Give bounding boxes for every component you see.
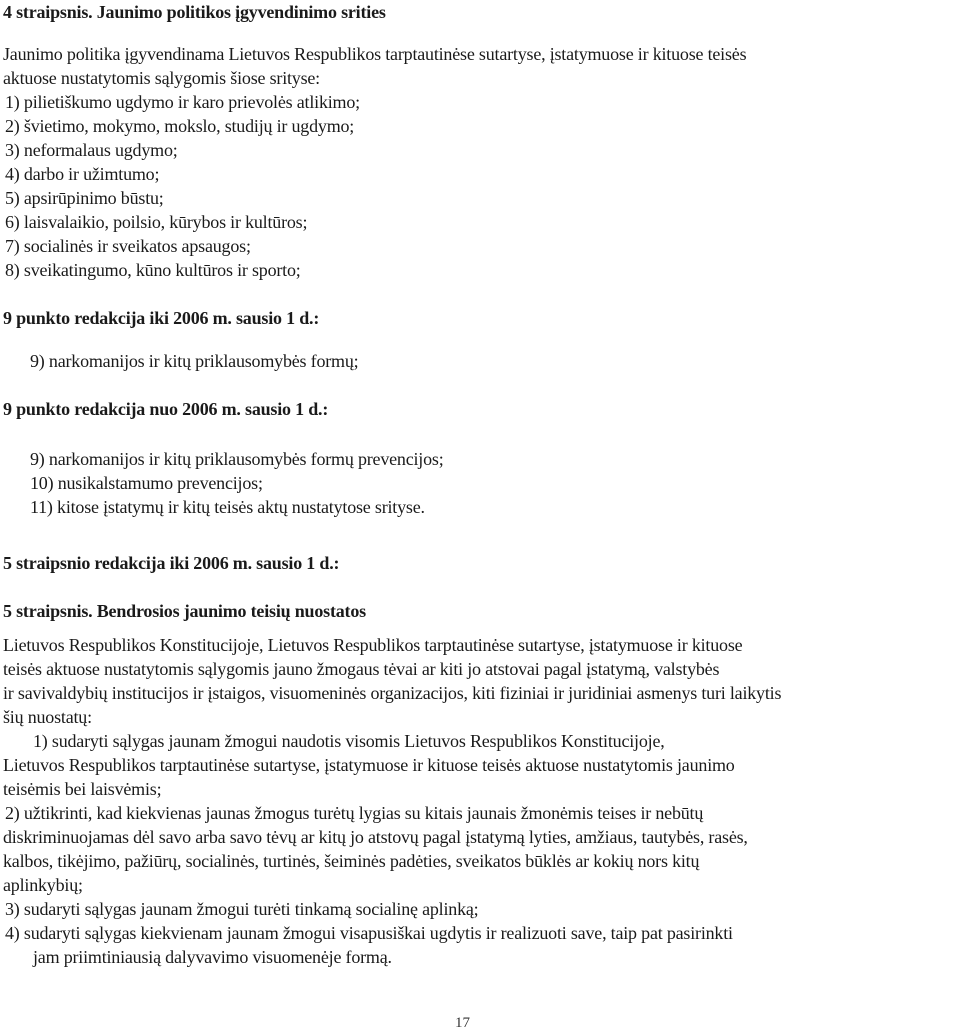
list-item: 11) kitose įstatymų ir kitų teisės aktų nustatytose srityse. bbox=[30, 497, 425, 517]
list-item: 9) narkomanijos ir kitų priklausomybės formų prevencijos; bbox=[30, 449, 444, 469]
list-item: 7) socialinės ir sveikatos apsaugos; bbox=[5, 236, 251, 256]
paragraph-line: teisės aktuose nustatytomis sąlygomis jauno žmogaus tėvai ar kiti jo atstovai pagal įstatymą, valstybės bbox=[3, 659, 720, 679]
point-9-new-edition-heading: 9 punkto redakcija nuo 2006 m. sausio 1 d.: bbox=[3, 399, 329, 419]
article-4-intro-line-1: Jaunimo politika įgyvendinama Lietuvos Respublikos tarptautinėse sutartyse, įstatymuose ir kituose teisės bbox=[3, 44, 747, 64]
list-item: 1) sudaryti sąlygas jaunam žmogui naudotis visomis Lietuvos Respublikos Konstitucijoje, bbox=[33, 731, 665, 751]
paragraph-line: šių nuostatų: bbox=[3, 707, 92, 727]
list-item: 4) sudaryti sąlygas kiekvienam jaunam žmogui visapusiškai ugdytis ir realizuoti save, taip pat pasirinkti bbox=[5, 923, 733, 943]
list-item: 4) darbo ir užimtumo; bbox=[5, 164, 160, 184]
article-5-edition-heading: 5 straipsnio redakcija iki 2006 m. sausio 1 d.: bbox=[3, 553, 340, 573]
list-item-continuation: Lietuvos Respublikos tarptautinėse sutartyse, įstatymuose ir kituose teisės aktuose nustatytomis jaunimo bbox=[3, 755, 735, 775]
paragraph-line: Lietuvos Respublikos Konstitucijoje, Lietuvos Respublikos tarptautinėse sutartyse, įstatymuose ir kituose bbox=[3, 635, 743, 655]
list-item-continuation: kalbos, tikėjimo, pažiūrų, socialinės, turtinės, šeiminės padėties, sveikatos būklės ar kokių nors kitų bbox=[3, 851, 700, 871]
point-9-old-edition-heading: 9 punkto redakcija iki 2006 m. sausio 1 d.: bbox=[3, 308, 320, 328]
point-9-old-text: 9) narkomanijos ir kitų priklausomybės formų; bbox=[30, 351, 359, 371]
paragraph-line: ir savivaldybių institucijos ir įstaigos, visuomeninės organizacijos, kiti fiziniai ir juridiniai asmenys turi laikytis bbox=[3, 683, 782, 703]
article-4-heading: 4 straipsnis. Jaunimo politikos įgyvendinimo srities bbox=[3, 2, 386, 22]
list-item: 3) neformalaus ugdymo; bbox=[5, 140, 178, 160]
list-item-continuation: teisėmis bei laisvėmis; bbox=[3, 779, 162, 799]
list-item: 6) laisvalaikio, poilsio, kūrybos ir kultūros; bbox=[5, 212, 308, 232]
list-item: 2) švietimo, mokymo, mokslo, studijų ir ugdymo; bbox=[5, 116, 355, 136]
list-item-continuation: jam priimtiniausią dalyvavimo visuomenėje formą. bbox=[33, 947, 392, 967]
article-4-intro-line-2: aktuose nustatytomis sąlygomis šiose srityse: bbox=[3, 68, 320, 88]
list-item: 1) pilietiškumo ugdymo ir karo prievolės atlikimo; bbox=[5, 92, 360, 112]
list-item: 2) užtikrinti, kad kiekvienas jaunas žmogus turėtų lygias su kitais jaunais žmonėmis teises ir nebūtų bbox=[5, 803, 704, 823]
list-item: 5) apsirūpinimo būstu; bbox=[5, 188, 164, 208]
list-item: 8) sveikatingumo, kūno kultūros ir sporto; bbox=[5, 260, 301, 280]
list-item: 10) nusikalstamumo prevencijos; bbox=[30, 473, 263, 493]
list-item: 3) sudaryti sąlygas jaunam žmogui turėti tinkamą socialinę aplinką; bbox=[5, 899, 479, 919]
list-item-continuation: diskriminuojamas dėl savo arba savo tėvų ar kitų jo atstovų pagal įstatymą lyties, amžiaus, tautybės, rasės, bbox=[3, 827, 748, 847]
list-item-continuation: aplinkybių; bbox=[3, 875, 83, 895]
page-number: 17 bbox=[455, 1015, 470, 1031]
article-5-heading: 5 straipsnis. Bendrosios jaunimo teisių nuostatos bbox=[3, 601, 366, 621]
